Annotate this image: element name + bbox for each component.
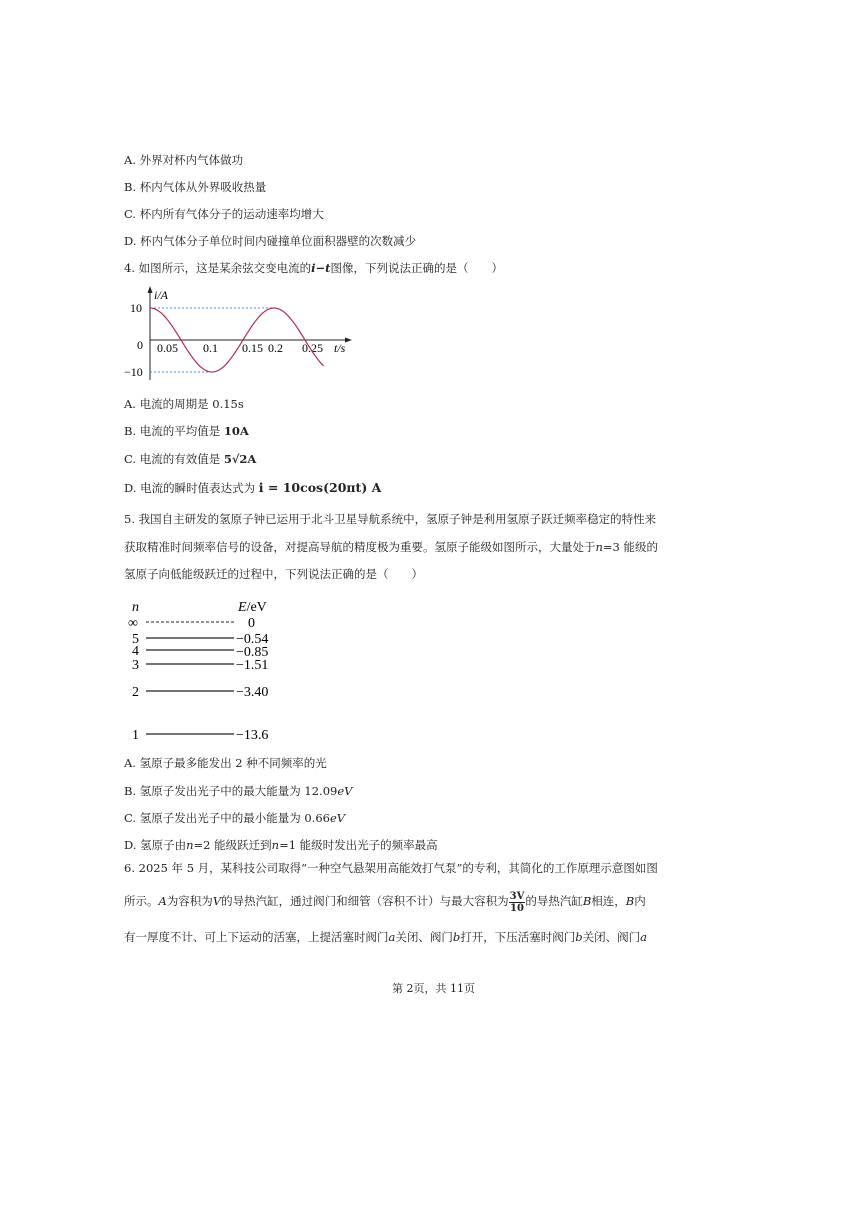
q4-y-axis-arrow <box>148 286 153 293</box>
q6-line-2: 所示。A为容积为V的导热汽缸，通过阀门和细管（容积不计）与最大容积为 $\frac{3V}{10}$ 的导热汽缸B相连，B内 <box>124 890 646 914</box>
q4-option-b-value: 10A <box>223 424 249 438</box>
q4-option-a: A. 电流的周期是 0.15s <box>124 397 244 411</box>
q4-ytick-10: 10 <box>130 301 142 315</box>
q5-energy-level-diagram <box>124 596 304 746</box>
q4-xtick-02: 0.2 <box>268 341 283 355</box>
q4-stem-expr: i−t <box>311 261 331 275</box>
q5-level-3-n: 3 <box>132 658 139 673</box>
q5-option-c: C. 氢原子发出光子中的最小能量为 0.66eV <box>124 811 346 825</box>
q5-level-2-n: 2 <box>132 685 139 700</box>
q4-x-axis-arrow <box>345 338 352 343</box>
q4-xtick-025: 0.25 <box>302 341 323 355</box>
page-footer: 第 2页，共 11页 <box>392 982 475 995</box>
q3-option-b: B. 杯内气体从外界吸收热量 <box>124 180 267 194</box>
q4-option-b: B. 电流的平均值是 10A <box>124 424 249 438</box>
q5-e-label: E/eV <box>238 600 267 615</box>
q5-level-inf-n: ∞ <box>128 616 138 631</box>
q3-option-a: A. 外界对杯内气体做功 <box>124 153 244 167</box>
q5-n-label: n <box>132 600 139 615</box>
q5-level-1-e: −13.6 <box>236 728 269 743</box>
q4-option-d: D. 电流的瞬时值表达式为 i = 10cos(20πt) A <box>124 480 382 495</box>
q3-option-c: C. 杯内所有气体分子的运动速率均增大 <box>124 207 324 221</box>
q3-option-d: D. 杯内气体分子单位时间内碰撞单位面积器壁的次数减少 <box>124 234 417 248</box>
q5-level-3-e: −1.51 <box>236 658 269 673</box>
q4-xtick-005: 0.05 <box>157 341 178 355</box>
q4-xtick-01: 0.1 <box>203 341 218 355</box>
q5-option-b: B. 氢原子发出光子中的最大能量为 12.09eV <box>124 784 353 798</box>
q4-option-d-value: i = 10cos(20πt) A <box>258 480 382 495</box>
q5-level-4-n: 4 <box>132 644 139 659</box>
q5-option-a: A. 氢原子最多能发出 2 种不同频率的光 <box>124 756 327 770</box>
q4-stem: 4. 如图所示，这是某余弦交变电流的i−t图像，下列说法正确的是（ ） <box>124 261 503 275</box>
q5-level-4-e: −0.85 <box>236 645 269 660</box>
q4-option-c: C. 电流的有效值是 5√2A <box>124 452 257 466</box>
q6-line-1: 6. 2025 年 5 月，某科技公司取得“一种空气悬架用高能效打气泵”的专利，其简化的工作原理示意图如图 <box>124 861 658 875</box>
q5-level-5-e: −0.54 <box>236 632 269 647</box>
q6-fraction: $\frac{3V}{10}$ <box>509 890 525 914</box>
q5-level-inf-e: 0 <box>248 616 255 631</box>
q5-stem: 5. 我国自主研发的氢原子钟已运用于北斗卫星导航系统中，氢原子钟是利用氢原子跃迁频率稳定的特性来 获取精准时间频率信号的设备，对提高导航的精度极为重要。氢原子能级如图所示，大量处于n=3 能级的 氢原子向低能级跃迁的过程中，下列说法正确的是（ ） <box>124 512 659 581</box>
q5-level-2-e: −3.40 <box>236 685 269 700</box>
q5-level-5-n: 5 <box>132 632 139 647</box>
q4-y-label: i/A <box>154 288 168 302</box>
q5-option-d: D. 氢原子由n=2 能级跃迁到n=1 能级时发出光子的频率最高 <box>124 838 438 852</box>
q4-current-graph <box>120 284 360 384</box>
q6-line-3: 有一厚度不计、可上下运动的活塞，上提活塞时阀门a关闭、阀门b打开，下压活塞时阀门b关闭、阀门a <box>124 930 647 944</box>
q4-option-c-value: 5√2A <box>223 452 257 466</box>
q4-xtick-015: 0.15 <box>242 341 263 355</box>
q5-level-1-n: 1 <box>132 728 139 743</box>
q4-ytick-neg10: −10 <box>124 365 143 379</box>
q4-x-label: t/s <box>334 341 346 355</box>
q4-ytick-0: 0 <box>137 338 143 352</box>
